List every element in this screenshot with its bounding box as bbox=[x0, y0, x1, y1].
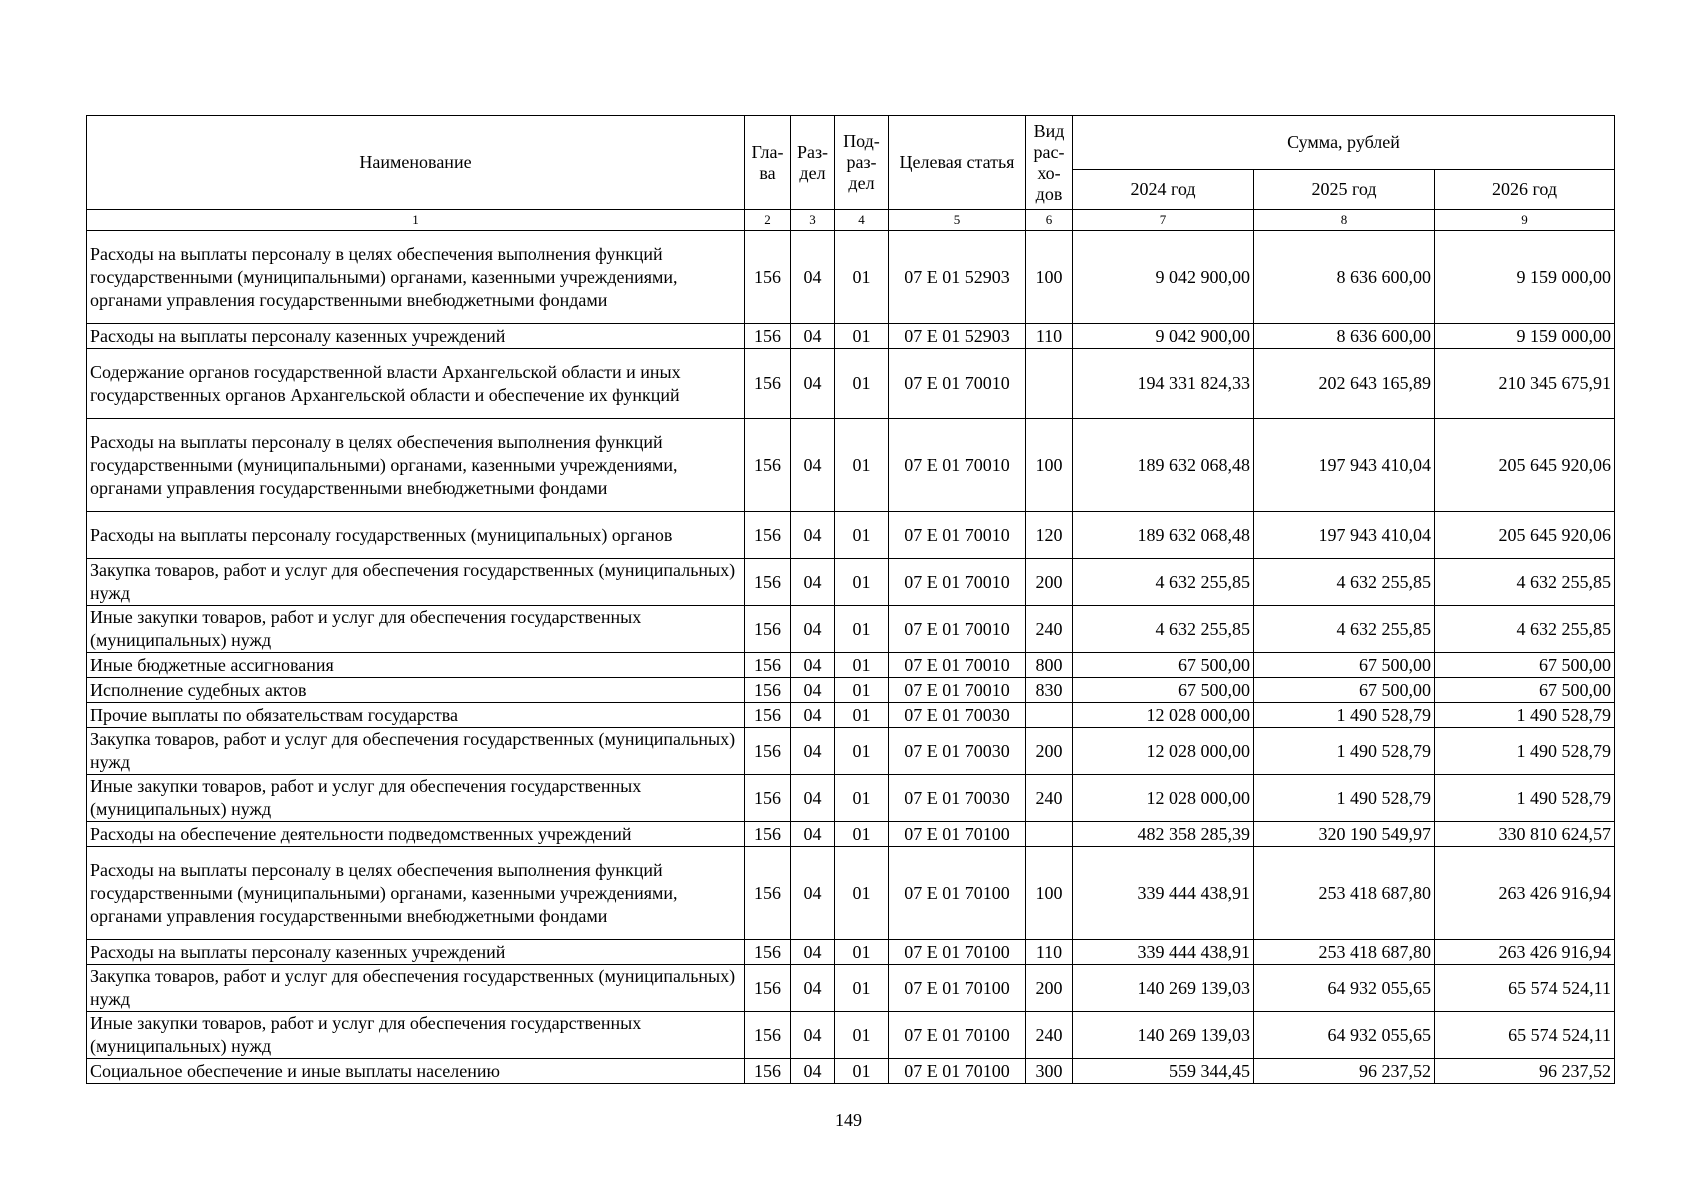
col-number: 6 bbox=[1026, 210, 1073, 231]
row-sum-2024: 194 331 824,33 bbox=[1073, 349, 1254, 419]
row-subsection: 01 bbox=[835, 728, 889, 775]
row-sum-2026: 1 490 528,79 bbox=[1435, 703, 1615, 728]
row-chapter: 156 bbox=[745, 822, 791, 847]
row-name: Расходы на выплаты персоналу казенных учреждений bbox=[87, 940, 745, 965]
row-name: Социальное обеспечение и иные выплаты населению bbox=[87, 1059, 745, 1084]
row-sum-2025: 1 490 528,79 bbox=[1254, 728, 1435, 775]
header-target-article: Целевая статья bbox=[889, 116, 1026, 210]
row-target-article: 07 Е 01 70010 bbox=[889, 606, 1026, 653]
header-subsection: Под-раз-дел bbox=[835, 116, 889, 210]
row-chapter: 156 bbox=[745, 231, 791, 324]
header-sum: Сумма, рублей bbox=[1073, 116, 1615, 170]
header-year-2026: 2026 год bbox=[1435, 170, 1615, 210]
row-target-article: 07 Е 01 70030 bbox=[889, 775, 1026, 822]
row-sum-2025: 1 490 528,79 bbox=[1254, 775, 1435, 822]
row-sum-2024: 12 028 000,00 bbox=[1073, 703, 1254, 728]
row-target-article: 07 Е 01 70010 bbox=[889, 512, 1026, 559]
row-name: Иные закупки товаров, работ и услуг для обеспечения государственных (муниципальных) нужд bbox=[87, 1012, 745, 1059]
row-subsection: 01 bbox=[835, 231, 889, 324]
row-chapter: 156 bbox=[745, 419, 791, 512]
row-sum-2026: 96 237,52 bbox=[1435, 1059, 1615, 1084]
row-subsection: 01 bbox=[835, 965, 889, 1012]
row-section: 04 bbox=[791, 678, 835, 703]
row-sum-2025: 197 943 410,04 bbox=[1254, 512, 1435, 559]
row-chapter: 156 bbox=[745, 775, 791, 822]
row-name: Закупка товаров, работ и услуг для обеспечения государственных (муниципальных) нужд bbox=[87, 728, 745, 775]
row-section: 04 bbox=[791, 703, 835, 728]
table-row bbox=[87, 822, 1615, 847]
row-name: Расходы на обеспечение деятельности подведомственных учреждений bbox=[87, 822, 745, 847]
row-sum-2026: 263 426 916,94 bbox=[1435, 847, 1615, 940]
row-sum-2026: 65 574 524,11 bbox=[1435, 1012, 1615, 1059]
header-expense-type: Вид рас-хо-дов bbox=[1026, 116, 1073, 210]
col-number: 1 bbox=[87, 210, 745, 231]
row-section: 04 bbox=[791, 965, 835, 1012]
row-sum-2024: 67 500,00 bbox=[1073, 678, 1254, 703]
row-expense-type: 240 bbox=[1026, 1012, 1073, 1059]
table-row bbox=[87, 847, 1615, 940]
row-subsection: 01 bbox=[835, 653, 889, 678]
table-row bbox=[87, 653, 1615, 678]
row-section: 04 bbox=[791, 231, 835, 324]
table-header bbox=[87, 116, 1615, 231]
table-row bbox=[87, 349, 1615, 419]
row-expense-type: 110 bbox=[1026, 324, 1073, 349]
row-subsection: 01 bbox=[835, 822, 889, 847]
table-row bbox=[87, 775, 1615, 822]
row-target-article: 07 Е 01 70010 bbox=[889, 349, 1026, 419]
row-target-article: 07 Е 01 70010 bbox=[889, 678, 1026, 703]
row-expense-type: 110 bbox=[1026, 940, 1073, 965]
row-expense-type: 120 bbox=[1026, 512, 1073, 559]
row-expense-type: 100 bbox=[1026, 847, 1073, 940]
col-number: 4 bbox=[835, 210, 889, 231]
table-row bbox=[87, 324, 1615, 349]
row-subsection: 01 bbox=[835, 940, 889, 965]
row-section: 04 bbox=[791, 349, 835, 419]
row-sum-2026: 1 490 528,79 bbox=[1435, 775, 1615, 822]
row-sum-2024: 9 042 900,00 bbox=[1073, 231, 1254, 324]
row-sum-2026: 4 632 255,85 bbox=[1435, 606, 1615, 653]
row-name: Расходы на выплаты персоналу в целях обеспечения выполнения функций государственными (муниципальными) органами, казенными учреждениями, органами управления государственными внебюджетными фондами bbox=[87, 231, 745, 324]
col-number: 5 bbox=[889, 210, 1026, 231]
row-sum-2025: 67 500,00 bbox=[1254, 653, 1435, 678]
row-expense-type: 100 bbox=[1026, 231, 1073, 324]
header-year-2024: 2024 год bbox=[1073, 170, 1254, 210]
row-chapter: 156 bbox=[745, 324, 791, 349]
row-name: Расходы на выплаты персоналу казенных учреждений bbox=[87, 324, 745, 349]
row-expense-type: 100 bbox=[1026, 419, 1073, 512]
row-sum-2024: 189 632 068,48 bbox=[1073, 419, 1254, 512]
row-section: 04 bbox=[791, 847, 835, 940]
row-expense-type: 200 bbox=[1026, 559, 1073, 606]
row-chapter: 156 bbox=[745, 940, 791, 965]
row-target-article: 07 Е 01 70100 bbox=[889, 940, 1026, 965]
row-sum-2026: 330 810 624,57 bbox=[1435, 822, 1615, 847]
table-row bbox=[87, 1012, 1615, 1059]
row-sum-2025: 64 932 055,65 bbox=[1254, 965, 1435, 1012]
row-target-article: 07 Е 01 52903 bbox=[889, 231, 1026, 324]
row-sum-2025: 64 932 055,65 bbox=[1254, 1012, 1435, 1059]
row-expense-type: 830 bbox=[1026, 678, 1073, 703]
row-sum-2026: 9 159 000,00 bbox=[1435, 231, 1615, 324]
row-sum-2026: 210 345 675,91 bbox=[1435, 349, 1615, 419]
row-subsection: 01 bbox=[835, 703, 889, 728]
row-chapter: 156 bbox=[745, 847, 791, 940]
row-section: 04 bbox=[791, 559, 835, 606]
row-subsection: 01 bbox=[835, 775, 889, 822]
column-number-row bbox=[87, 210, 1615, 231]
row-sum-2025: 253 418 687,80 bbox=[1254, 940, 1435, 965]
row-name: Расходы на выплаты персоналу в целях обеспечения выполнения функций государственными (муниципальными) органами, казенными учреждениями, органами управления государственными внебюджетными фондами bbox=[87, 419, 745, 512]
table-row bbox=[87, 703, 1615, 728]
row-sum-2025: 253 418 687,80 bbox=[1254, 847, 1435, 940]
row-subsection: 01 bbox=[835, 1059, 889, 1084]
row-expense-type bbox=[1026, 703, 1073, 728]
row-sum-2024: 559 344,45 bbox=[1073, 1059, 1254, 1084]
row-target-article: 07 Е 01 70100 bbox=[889, 1059, 1026, 1084]
row-sum-2025: 320 190 549,97 bbox=[1254, 822, 1435, 847]
row-name: Закупка товаров, работ и услуг для обеспечения государственных (муниципальных) нужд bbox=[87, 965, 745, 1012]
row-sum-2025: 197 943 410,04 bbox=[1254, 419, 1435, 512]
col-number: 8 bbox=[1254, 210, 1435, 231]
row-name: Содержание органов государственной власти Архангельской области и иных государственных органов Архангельской области и обеспечение их функций bbox=[87, 349, 745, 419]
row-section: 04 bbox=[791, 822, 835, 847]
header-year-2025: 2025 год bbox=[1254, 170, 1435, 210]
row-subsection: 01 bbox=[835, 559, 889, 606]
row-sum-2026: 67 500,00 bbox=[1435, 678, 1615, 703]
row-sum-2025: 67 500,00 bbox=[1254, 678, 1435, 703]
row-subsection: 01 bbox=[835, 847, 889, 940]
row-target-article: 07 Е 01 70010 bbox=[889, 559, 1026, 606]
col-number: 2 bbox=[745, 210, 791, 231]
row-sum-2026: 67 500,00 bbox=[1435, 653, 1615, 678]
row-chapter: 156 bbox=[745, 559, 791, 606]
row-target-article: 07 Е 01 70100 bbox=[889, 1012, 1026, 1059]
row-sum-2026: 263 426 916,94 bbox=[1435, 940, 1615, 965]
row-subsection: 01 bbox=[835, 512, 889, 559]
row-sum-2024: 9 042 900,00 bbox=[1073, 324, 1254, 349]
row-sum-2026: 1 490 528,79 bbox=[1435, 728, 1615, 775]
row-sum-2025: 4 632 255,85 bbox=[1254, 559, 1435, 606]
table-row bbox=[87, 678, 1615, 703]
table-row bbox=[87, 559, 1615, 606]
row-section: 04 bbox=[791, 940, 835, 965]
row-name: Прочие выплаты по обязательствам государства bbox=[87, 703, 745, 728]
row-expense-type: 200 bbox=[1026, 965, 1073, 1012]
row-expense-type: 240 bbox=[1026, 775, 1073, 822]
row-name: Расходы на выплаты персоналу в целях обеспечения выполнения функций государственными (муниципальными) органами, казенными учреждениями, органами управления государственными внебюджетными фондами bbox=[87, 847, 745, 940]
row-chapter: 156 bbox=[745, 512, 791, 559]
row-target-article: 07 Е 01 70100 bbox=[889, 822, 1026, 847]
row-sum-2026: 205 645 920,06 bbox=[1435, 419, 1615, 512]
row-sum-2025: 202 643 165,89 bbox=[1254, 349, 1435, 419]
row-expense-type: 300 bbox=[1026, 1059, 1073, 1084]
row-section: 04 bbox=[791, 419, 835, 512]
row-section: 04 bbox=[791, 775, 835, 822]
row-name: Иные закупки товаров, работ и услуг для обеспечения государственных (муниципальных) нужд bbox=[87, 775, 745, 822]
row-name: Расходы на выплаты персоналу государственных (муниципальных) органов bbox=[87, 512, 745, 559]
row-name: Иные бюджетные ассигнования bbox=[87, 653, 745, 678]
row-name: Иные закупки товаров, работ и услуг для обеспечения государственных (муниципальных) нужд bbox=[87, 606, 745, 653]
row-sum-2024: 140 269 139,03 bbox=[1073, 1012, 1254, 1059]
table-row bbox=[87, 965, 1615, 1012]
row-chapter: 156 bbox=[745, 965, 791, 1012]
row-target-article: 07 Е 01 70010 bbox=[889, 419, 1026, 512]
row-chapter: 156 bbox=[745, 1012, 791, 1059]
row-sum-2025: 4 632 255,85 bbox=[1254, 606, 1435, 653]
row-sum-2026: 9 159 000,00 bbox=[1435, 324, 1615, 349]
row-expense-type: 200 bbox=[1026, 728, 1073, 775]
row-sum-2024: 67 500,00 bbox=[1073, 653, 1254, 678]
row-sum-2025: 8 636 600,00 bbox=[1254, 324, 1435, 349]
row-sum-2024: 189 632 068,48 bbox=[1073, 512, 1254, 559]
col-number: 9 bbox=[1435, 210, 1615, 231]
table-row bbox=[87, 728, 1615, 775]
row-sum-2026: 205 645 920,06 bbox=[1435, 512, 1615, 559]
row-subsection: 01 bbox=[835, 419, 889, 512]
row-subsection: 01 bbox=[835, 324, 889, 349]
header-chapter: Гла-ва bbox=[745, 116, 791, 210]
page-number: 149 bbox=[835, 1110, 862, 1130]
row-section: 04 bbox=[791, 606, 835, 653]
header-name: Наименование bbox=[87, 116, 745, 210]
row-sum-2024: 12 028 000,00 bbox=[1073, 775, 1254, 822]
row-subsection: 01 bbox=[835, 606, 889, 653]
row-sum-2024: 140 269 139,03 bbox=[1073, 965, 1254, 1012]
table-row bbox=[87, 512, 1615, 559]
table-row bbox=[87, 419, 1615, 512]
row-sum-2024: 4 632 255,85 bbox=[1073, 606, 1254, 653]
row-name: Закупка товаров, работ и услуг для обеспечения государственных (муниципальных) нужд bbox=[87, 559, 745, 606]
row-chapter: 156 bbox=[745, 606, 791, 653]
col-number: 7 bbox=[1073, 210, 1254, 231]
row-chapter: 156 bbox=[745, 1059, 791, 1084]
row-subsection: 01 bbox=[835, 349, 889, 419]
header-section: Раз-дел bbox=[791, 116, 835, 210]
row-expense-type: 800 bbox=[1026, 653, 1073, 678]
row-chapter: 156 bbox=[745, 703, 791, 728]
row-sum-2025: 8 636 600,00 bbox=[1254, 231, 1435, 324]
row-expense-type bbox=[1026, 822, 1073, 847]
table-body bbox=[87, 231, 1615, 1084]
budget-table bbox=[86, 115, 1615, 1084]
row-section: 04 bbox=[791, 653, 835, 678]
row-chapter: 156 bbox=[745, 349, 791, 419]
row-sum-2026: 65 574 524,11 bbox=[1435, 965, 1615, 1012]
row-subsection: 01 bbox=[835, 1012, 889, 1059]
row-sum-2024: 482 358 285,39 bbox=[1073, 822, 1254, 847]
row-name: Исполнение судебных актов bbox=[87, 678, 745, 703]
row-sum-2026: 4 632 255,85 bbox=[1435, 559, 1615, 606]
row-target-article: 07 Е 01 70010 bbox=[889, 653, 1026, 678]
row-section: 04 bbox=[791, 1012, 835, 1059]
table-row bbox=[87, 606, 1615, 653]
row-section: 04 bbox=[791, 728, 835, 775]
row-expense-type bbox=[1026, 349, 1073, 419]
row-sum-2024: 339 444 438,91 bbox=[1073, 940, 1254, 965]
row-sum-2024: 12 028 000,00 bbox=[1073, 728, 1254, 775]
row-sum-2025: 1 490 528,79 bbox=[1254, 703, 1435, 728]
row-subsection: 01 bbox=[835, 678, 889, 703]
row-sum-2024: 4 632 255,85 bbox=[1073, 559, 1254, 606]
row-target-article: 07 Е 01 70100 bbox=[889, 847, 1026, 940]
row-target-article: 07 Е 01 70100 bbox=[889, 965, 1026, 1012]
row-sum-2025: 96 237,52 bbox=[1254, 1059, 1435, 1084]
table-row bbox=[87, 231, 1615, 324]
row-expense-type: 240 bbox=[1026, 606, 1073, 653]
row-target-article: 07 Е 01 70030 bbox=[889, 703, 1026, 728]
row-section: 04 bbox=[791, 324, 835, 349]
table-row bbox=[87, 940, 1615, 965]
row-chapter: 156 bbox=[745, 678, 791, 703]
row-chapter: 156 bbox=[745, 653, 791, 678]
row-section: 04 bbox=[791, 1059, 835, 1084]
row-chapter: 156 bbox=[745, 728, 791, 775]
row-sum-2024: 339 444 438,91 bbox=[1073, 847, 1254, 940]
row-section: 04 bbox=[791, 512, 835, 559]
row-target-article: 07 Е 01 70030 bbox=[889, 728, 1026, 775]
table-row bbox=[87, 1059, 1615, 1084]
row-target-article: 07 Е 01 52903 bbox=[889, 324, 1026, 349]
col-number: 3 bbox=[791, 210, 835, 231]
